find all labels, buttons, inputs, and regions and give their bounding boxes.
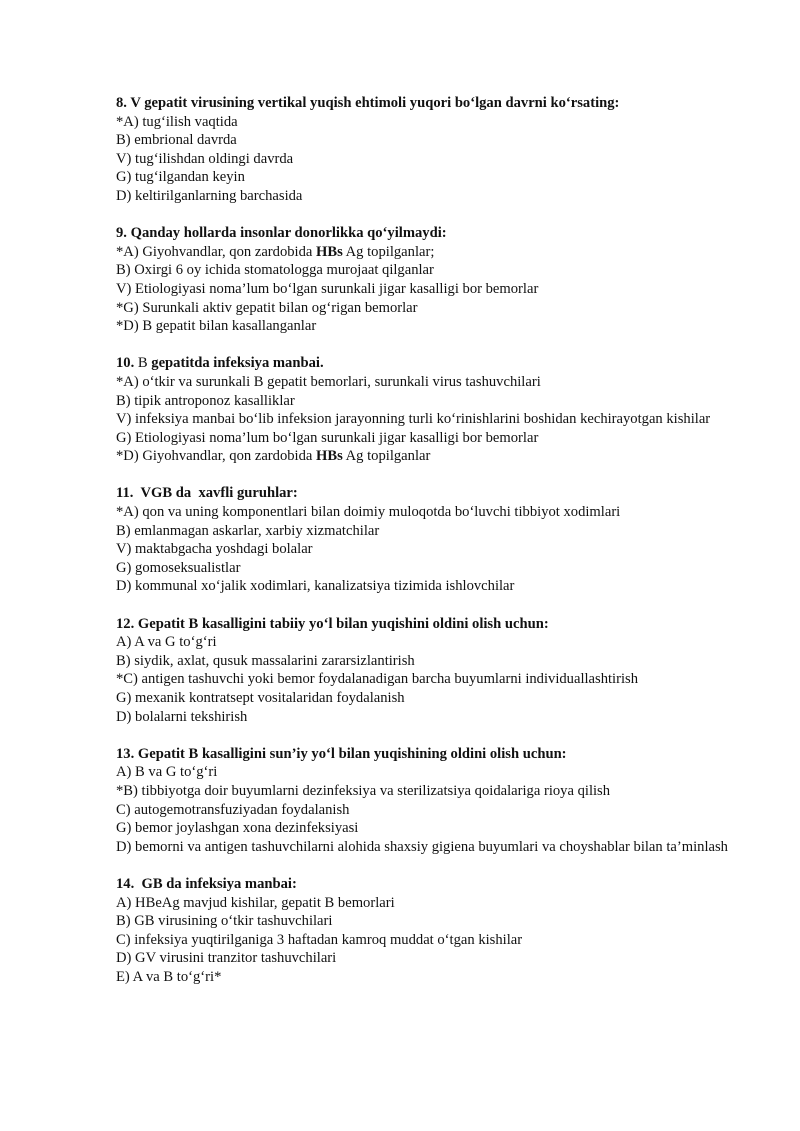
answer-option: D) keltirilganlarning barchasida <box>116 187 303 204</box>
option-text: *A) Giyohvandlar, qon zardobida <box>116 243 317 260</box>
answer-option: B) siydik, axlat, qusuk massalarini zararsizlantirish <box>116 652 415 669</box>
answer-option: B) Oxirgi 6 oy ichida stomatologga murojaat qilganlar <box>116 262 434 279</box>
answer-option: V) infeksiya manbai bo‘lib infeksion jarayonning turli ko‘rinishlarini boshidan kechirayotgan kishilar <box>116 411 711 428</box>
question-title: 13. Gepatit B kasalligini sun’iy yo‘l bilan yuqishining oldini olish uchun: <box>116 745 567 762</box>
answer-option: A) B va G to‘g‘ri <box>116 764 218 781</box>
answer-option: V) maktabgacha yoshdagi bolalar <box>116 541 313 558</box>
answer-option: G) mexanik kontratsept vositalaridan foydalanish <box>116 690 405 706</box>
question-number: 10. <box>116 355 135 372</box>
answer-option <box>116 447 760 466</box>
answer-option: *G) Surunkali aktiv gepatit bilan og‘rigan bemorlar <box>116 299 418 316</box>
answer-option: B) embrional davrda <box>116 132 237 149</box>
answer-option: *A) tug‘ilish vaqtida <box>116 113 238 130</box>
question-title: 8. V gepatit virusining vertikal yuqish ehtimoli yuqori bo‘lgan davrni ko‘rsating: <box>116 95 620 111</box>
question-title-part: gepatitda infeksiya manbai. <box>151 355 324 372</box>
answer-option: C) autogemotransfuziyadan foydalanish <box>116 801 350 818</box>
hbs-term: HBs <box>316 243 343 260</box>
answer-option: V) Etiologiyasi noma’lum bo‘lgan surunkali jigar kasalligi bor bemorlar <box>116 280 539 297</box>
question-title <box>116 354 760 373</box>
question-10 <box>116 354 760 466</box>
answer-option: A) HBeAg mavjud kishilar, gepatit B bemorlari <box>116 894 395 911</box>
option-text: *D) Giyohvandlar, qon zardobida <box>116 448 317 465</box>
question-9 <box>116 224 760 336</box>
question-title: 14. GB da infeksiya manbai: <box>116 875 297 892</box>
answer-option: V) tug‘ilishdan oldingi davrda <box>116 150 294 167</box>
answer-option: *C) antigen tashuvchi yoki bemor foydalanadigan barcha buyumlarni individuallashtirish <box>116 671 639 688</box>
question-11 <box>116 484 760 596</box>
answer-option: D) bemorni va antigen tashuvchilarni alohida shaxsiy gigiena buyumlari va choyshablar bilan ta’minlash <box>116 838 728 855</box>
answer-option: A) A va G to‘g‘ri <box>116 634 217 651</box>
question-title-part: . Gepatit B kasalligini tabiiy yo‘l bilan yuqishini oldini olish uchun: <box>130 615 549 632</box>
answer-option: G) bemor joylashgan xona dezinfeksiyasi <box>116 820 359 837</box>
answer-option: D) bolalarni tekshirish <box>116 708 248 725</box>
answer-option: *A) qon va uning komponentlari bilan doimiy muloqotda bo‘luvchi tibbiyot xodimlari <box>116 504 621 521</box>
question-title: 9. Qanday hollarda insonlar donorlikka qo‘yilmaydi: <box>116 225 447 242</box>
answer-option: C) infeksiya yuqtirilganiga 3 haftadan kamroq muddat o‘tgan kishilar <box>116 931 523 948</box>
answer-option: B) emlanmagan askarlar, xarbiy xizmatchilar <box>116 522 380 539</box>
option-text: Ag topilganlar; <box>342 243 435 260</box>
question-title <box>116 615 760 634</box>
answer-option: *A) o‘tkir va surunkali B gepatit bemorlari, surunkali virus tashuvchilari <box>116 373 541 390</box>
answer-option: *D) B gepatit bilan kasallanganlar <box>116 318 317 335</box>
question-14 <box>116 875 760 987</box>
answer-option: E) A va B to‘g‘ri* <box>116 968 222 985</box>
answer-option: G) tug‘ilgandan keyin <box>116 169 245 186</box>
answer-option: *B) tibbiyotga doir buyumlarni dezinfeksiya va sterilizatsiya qoidalariga rioya qilish <box>116 782 611 799</box>
question-13 <box>116 745 760 857</box>
answer-option <box>116 243 760 262</box>
answer-option: D) GV virusini tranzitor tashuvchilari <box>116 950 337 967</box>
question-title-part: B <box>134 355 152 372</box>
question-8 <box>116 94 760 206</box>
answer-option: B) GB virusining o‘tkir tashuvchilari <box>116 913 333 930</box>
answer-option: G) gomoseksualistlar <box>116 559 241 576</box>
option-text: Ag topilganlar <box>342 448 431 465</box>
question-title: 11. VGB da xavfli guruhlar: <box>116 485 298 502</box>
answer-option: G) Etiologiyasi noma’lum bo‘lgan surunkali jigar kasalligi bor bemorlar <box>116 429 539 446</box>
answer-option: D) kommunal xo‘jalik xodimlari, kanalizatsiya tizimida ishlovchilar <box>116 578 515 595</box>
question-number: 12 <box>116 615 131 632</box>
hbs-term: HBs <box>316 448 343 465</box>
question-12 <box>116 615 760 727</box>
answer-option: B) tipik antroponoz kasalliklar <box>116 392 295 409</box>
